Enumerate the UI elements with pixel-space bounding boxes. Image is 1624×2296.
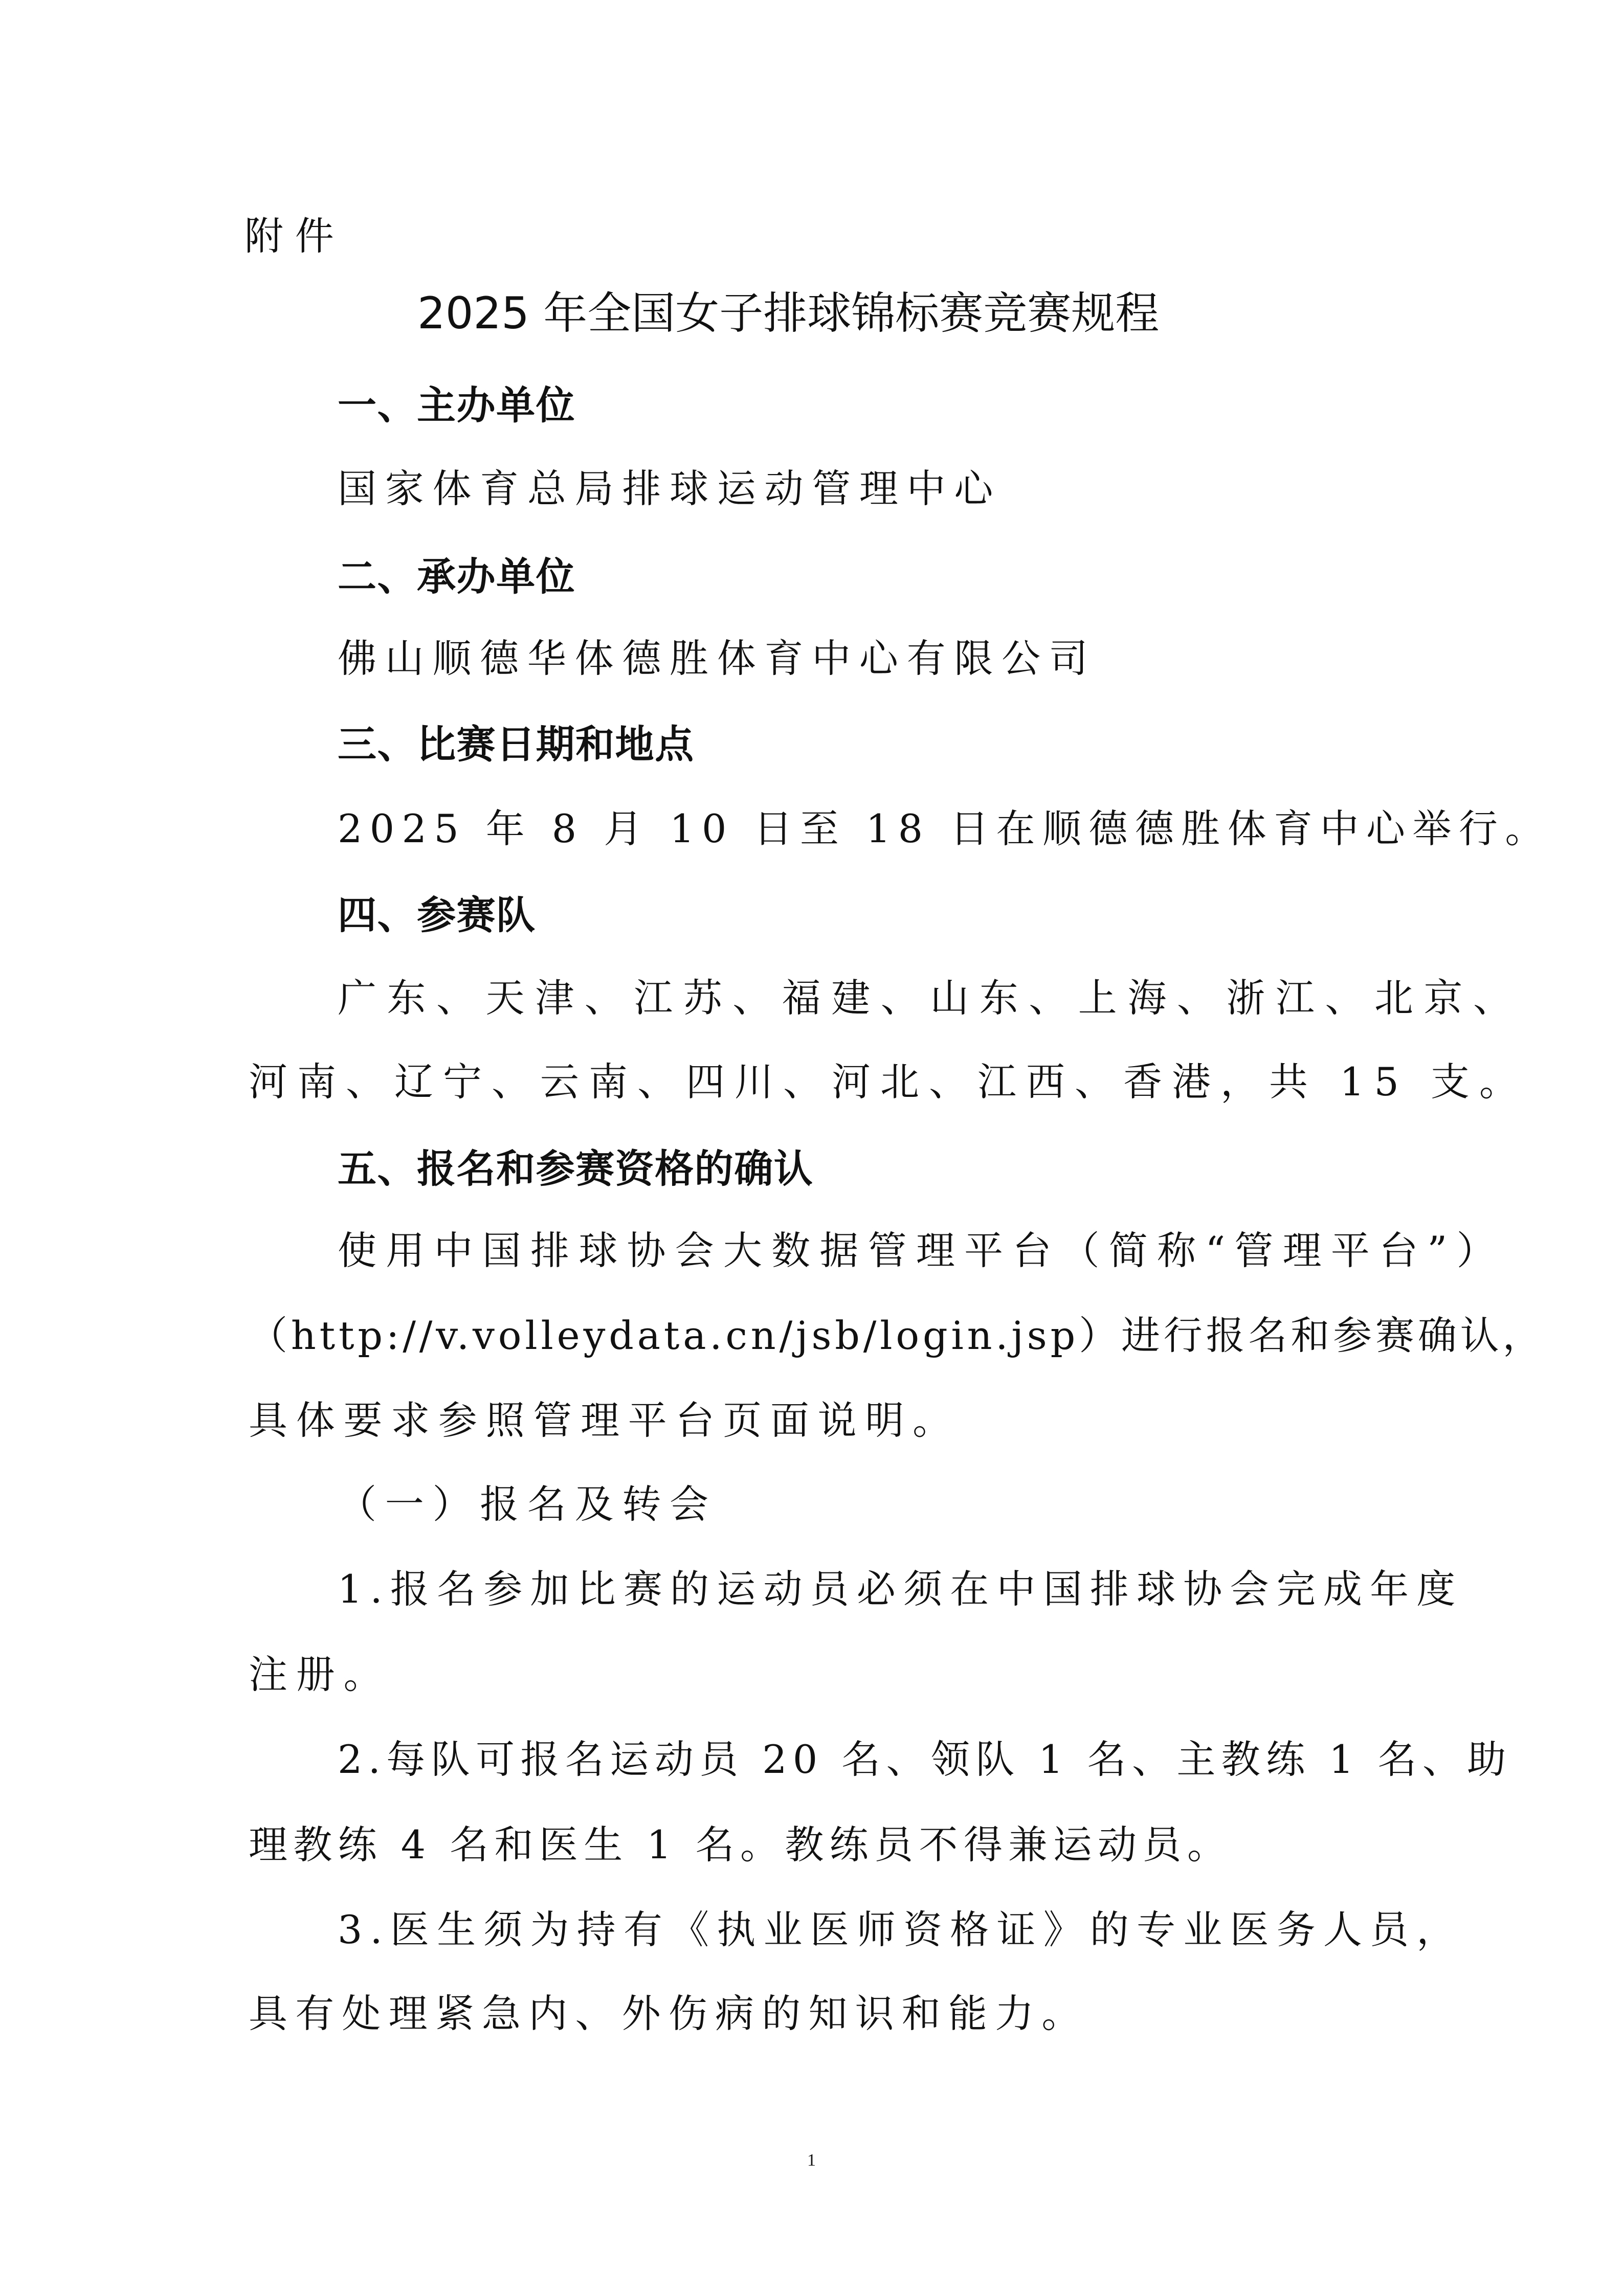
item-2-line-2: 理教练 4 名和医生 1 名。教练员不得兼运动员。 xyxy=(249,1822,1232,1867)
section-heading-host: 二、承办单位 xyxy=(338,554,576,599)
document-title: 2025 年全国女子排球锦标赛竞赛规程 xyxy=(417,288,1160,339)
item-2-line-1: 2.每队可报名运动员 20 名、领队 1 名、主教练 1 名、助 xyxy=(338,1737,1512,1782)
item-3-line-2: 具有处理紧急内、外伤病的知识和能力。 xyxy=(249,1991,1088,2036)
subsection-title: （一）报名及转会 xyxy=(338,1481,717,1527)
section-heading-registration: 五、报名和参赛资格的确认 xyxy=(338,1146,814,1191)
page-number: 1 xyxy=(807,2151,816,2170)
date-venue-text: 2025 年 8 月 10 日至 18 日在顺德德胜体育中心举行。 xyxy=(338,806,1551,851)
item-3-line-1: 3.医生须为持有《执业医师资格证》的专业医务人员， xyxy=(338,1907,1463,1952)
host-text: 佛山顺德华体德胜体育中心有限公司 xyxy=(338,636,1097,681)
organizer-text: 国家体育总局排球运动管理中心 xyxy=(338,466,1002,511)
teams-text-line-1: 广东、天津、江苏、福建、山东、上海、浙江、北京、 xyxy=(338,975,1523,1021)
section-heading-organizer: 一、主办单位 xyxy=(338,382,576,428)
section-heading-date-venue: 三、比赛日期和地点 xyxy=(338,722,695,767)
item-1-line-2: 注册。 xyxy=(249,1652,391,1697)
registration-text-line-2: （http://v.volleydata.cn/jsb/login.jsp）进行报名和参赛确认， xyxy=(249,1313,1545,1358)
section-heading-teams: 四、参赛队 xyxy=(338,892,536,938)
attachment-label: 附件 xyxy=(244,213,346,259)
item-1-line-1: 1.报名参加比赛的运动员必须在中国排球协会完成年度 xyxy=(338,1566,1463,1612)
registration-text-line-1: 使用中国排球协会大数据管理平台（简称“管理平台”） xyxy=(338,1228,1505,1273)
registration-text-line-3: 具体要求参照管理平台页面说明。 xyxy=(249,1398,960,1443)
teams-text-line-2: 河南、辽宁、云南、四川、河北、江西、香港，共 15 支。 xyxy=(249,1059,1528,1105)
